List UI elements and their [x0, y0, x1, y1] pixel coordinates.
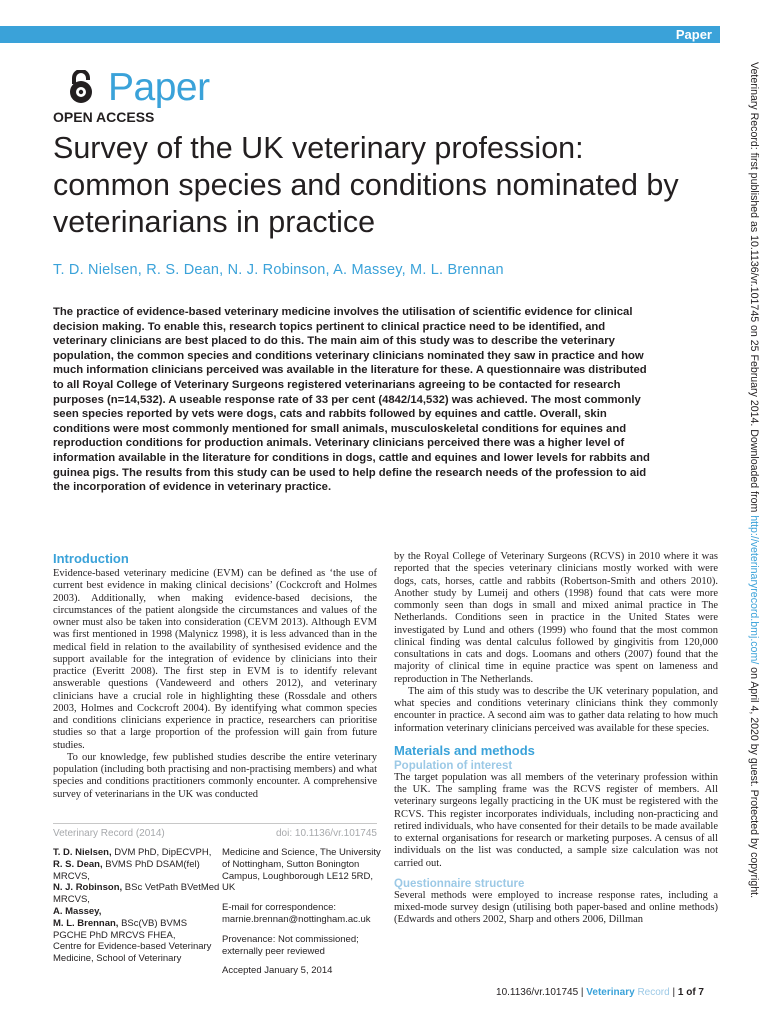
abstract: The practice of evidence-based veterinary medicine involves the utilisation of scientific evidence for clinical decision making. To enable this, research topics pertinent to clinical practice need to be identified, and veterinary clinicians are best placed to do this. The main aim of this study was to describe the veterinary population, the common species and conditions veterinary clinicians nominated they saw in practice and how much information clinicians perceived was available in the literature for these. A questionnaire was distributed to all Royal College of Veterinary Surgeons registered veterinarians agreeing to be contacted for research purposes (n=14,532). A useable response rate of 33 per cent (4842/14,532) was achieved. The most commonly seen species reported by vets were dogs, cats and rabbits followed by equines and cattle. Overall, skin conditions were most commonly mentioned for small animals, musculoskeletal conditions for equines and reproduction conditions for production animals. Veterinary clinicians perceived there was a higher level of information available in the literature for conditions in dogs, cattle and equines and lower levels for rabbits and guinea pigs. The results from this study can be used to help define the research needs of the profession to aid the incorporation of evidence in veterinary practice.: [53, 306, 650, 494]
intro-paragraph-2: To our knowledge, few published studies describe the entire veterinary population (including both practising and non-practising members) and what species and conditions practitioners commonly encounter. A comprehensive survey of veterinarians in the UK was conducted: [53, 751, 377, 800]
page-number: 1 of 7: [677, 987, 704, 998]
article-meta-row: [53, 823, 377, 839]
page-footer: [496, 987, 704, 998]
footer-journal-a: Veterinary: [586, 987, 635, 998]
provenance-note: Provenance: Not commissioned; externally peer reviewed: [222, 933, 359, 957]
author-affiliations: [53, 847, 223, 965]
footer-doi: 10.1136/vr.101745: [496, 987, 579, 998]
author-degrees: BSc(VB) BVMS PGCHE PhD MRCVS FHEA,: [53, 917, 188, 941]
section-header-bar: [0, 26, 720, 43]
aim-paragraph: The aim of this study was to describe the UK veterinary population, and what species and conditions veterinary clinicians think they commonly encounter in practice. A second aim was to gather data relating to how much information veterinary clinicians perceived was available for these species.: [394, 685, 718, 734]
article-title: Survey of the UK veterinary profession: common species and conditions nominated by veterinarians in practice: [53, 131, 679, 239]
body-column-right: [394, 551, 718, 927]
footer-separator: |: [580, 987, 584, 998]
author-degrees: DVM PhD, DipECVPH,: [111, 847, 212, 858]
accepted-date: Accepted January 5, 2014: [222, 965, 333, 977]
masthead-paper-label: Paper: [108, 66, 210, 109]
author-degrees: BVMS PhD DSAM(fel) MRCVS,: [53, 858, 200, 882]
side-notice-text: Veterinary Record: first published as 10.1136/vr.101745 on 25 February 2014. Downloaded from: [748, 62, 760, 516]
introduction-heading: Introduction: [53, 551, 129, 566]
affiliation-text: Centre for Evidence-based Veterinary Medicine, School of Veterinary: [53, 941, 212, 965]
author-name: R. S. Dean,: [53, 858, 103, 870]
footer-separator-2: |: [672, 987, 676, 998]
section-label: Paper: [675, 27, 712, 42]
journal-citation: Veterinary Record (2014): [53, 828, 165, 839]
methods-heading: Materials and methods: [394, 742, 535, 758]
author-name: N. J. Robinson,: [53, 882, 123, 894]
population-subheading: Population of interest: [394, 759, 513, 772]
side-notice-text-end: on April 4, 2020 by guest. Protected by copyright.: [748, 664, 760, 899]
correspondence-block: [222, 847, 382, 985]
affiliation-continued: Medicine and Science, The University of Nottingham, Sutton Bonington Campus, Loughborough LE12 5RD, UK: [222, 847, 381, 894]
body-column-left: [53, 551, 377, 801]
intro-paragraph-3: by the Royal College of Veterinary Surgeons (RCVS) in 2010 where it was reported that the species veterinary clinicians mostly worked with were dogs, cats, horses, cattle and rabbits (Robertson-Smith and others 2010). Another study by Lumeij and others (1998) found that cats were more commonly seen than dogs in small and mixed animal practice in The Netherlands. Conditions seen in practice in the United States were investigated by Lund and others (1999) who found that the most common clinical finding was dental calculus followed by gingivitis from 120,000 consultations in cats and dogs. Loomans and others (2007) found that the majority of clinical time in equine practice was spent on lameness and reproduction in The Netherlands.: [394, 551, 718, 685]
side-copyright-notice: [748, 62, 760, 898]
footer-journal-b: Record: [637, 987, 670, 998]
correspondence-email[interactable]: E-mail for correspondence: marnie.brennan@nottingham.ac.uk: [222, 902, 371, 925]
author-list: T. D. Nielsen, R. S. Dean, N. J. Robinson, A. Massey, M. L. Brennan: [53, 262, 504, 278]
questionnaire-paragraph: Several methods were employed to increase response rates, including a mixed-mode survey design (utilising both paper-based and online methods) (Edwards and others 2002, Sharp and others 2006, Dillman: [394, 889, 718, 926]
intro-paragraph-1: Evidence-based veterinary medicine (EVM) can be defined as ‘the use of current best evidence in making clinical decisions’ (Cockcroft and Holmes 2003). Additionally, when making evidence-based decisions, the circumstances of the patient alongside the circumstances and values of the owner must also be taken into consideration (CEVM 2013). Although EVM was first mentioned in 1998 (Malynicz 1998), it is less advanced than in the medical field in relation to the availability of synthesised evidence and the support available for the integration of evidence by clinicians into their practice (Everitt 2008). The first step in EVM is to identify relevant answerable questions (Vandeweerd and others 2012), and veterinary clinicians have a crucial role in highlighting these (Rossdale and others 2003, Holmes and Cockcroft 2004). By identifying what common species and conditions clinicians experience in practice, researchers can prioritise studies so that a large proportion of the profession will gain from future studies.: [53, 568, 377, 751]
questionnaire-subheading: Questionnaire structure: [394, 877, 525, 890]
open-access-icon: [66, 70, 96, 104]
author-name: A. Massey,: [53, 905, 102, 917]
article-doi: doi: 10.1136/vr.101745: [275, 828, 377, 839]
side-notice-link[interactable]: http://veterinaryrecord.bmj.com/: [748, 515, 760, 665]
author-name: M. L. Brennan,: [53, 917, 119, 929]
author-degrees: BSc VetPath BVetMed MRCVS,: [53, 882, 220, 906]
open-access-label: OPEN ACCESS: [53, 109, 155, 125]
population-paragraph: The target population was all members of the veterinary profession within the UK. The sampling frame was the RCVS register of members. All veterinary surgeons legally practicing in the UK must be registered with the RCVS. This register incorporates individuals, including non-practicing and retired individuals, who have consented for their details to be made available to external organisations for research or marketing purposes. A census of all individuals on the list was conducted, a sample size calculation was not carried out.: [394, 771, 718, 869]
author-name: T. D. Nielsen,: [53, 847, 112, 858]
